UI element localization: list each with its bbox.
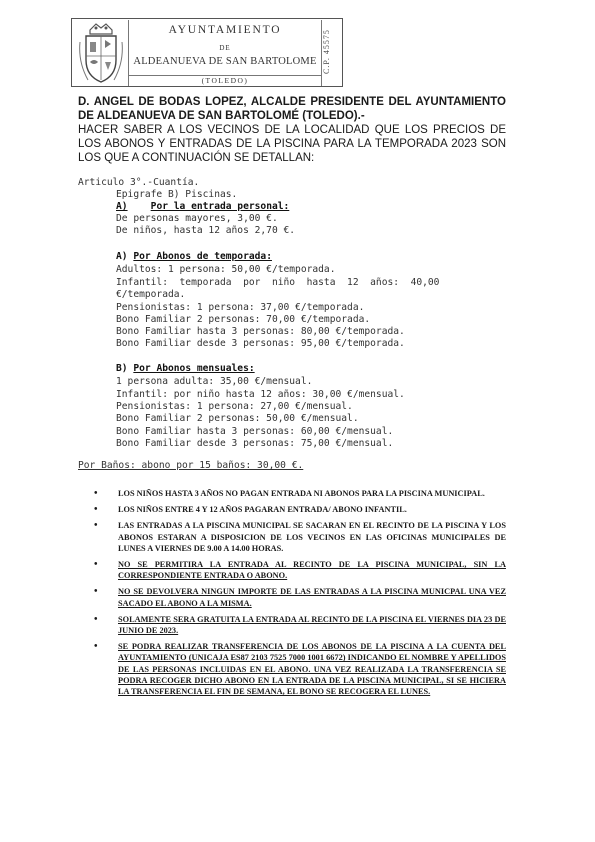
letterhead-province: (TOLEDO) [201,76,249,85]
price-line: Infantil: por niño hasta 12 años: 30,00 €/mensual. [116,389,405,400]
coat-of-arms-icon [78,22,124,84]
letterhead-divider [128,20,129,86]
price-line: Bono Familiar hasta 3 personas: 60,00 €/mensual. [116,426,394,437]
letterhead-title: AYUNTAMIENTO [168,24,282,36]
section-title: Por Abonos mensuales: [133,363,255,374]
notice-text: NO SE DEVOLVERA NINGUN IMPORTE DE LAS ENTRADAS A LA PISCINA MUNICPAL UNA VEZ SACADO EL ABONO A LA MISMA. [118,587,506,608]
notice-text: SE PODRA REALIZAR TRANSFERENCIA DE LOS ABONOS DE LA PISCINA A LA CUENTA DEL AYUNTAMIENTO (UNICAJA ES87 2103 7525 7000 1001 6672) INDICANDO EL NOMBRE Y APELLIDOS DE LAS PERSONAS INCLUIDAS EN EL ABONO. UNA VEZ REALIZADA LA TRANSFERENCIA SE PODRA RECOGER DICHO ABONO EN LA ENTRADA DE LA PISCINA MUNICIPAL, SI SE HICIERA LA TRANSFERENCIA EL FIN DE SEMANA, EL BONO SE RECOGERA EL LUNES. [118,642,506,697]
section-prefix: A) [116,201,128,212]
letterhead-town: ALDEANUEVA DE SAN BARTOLOME [133,56,317,67]
notice-item [94,504,506,515]
articulo-heading: Articulo 3°.-Cuantía. [78,177,200,188]
notice-text: LOS NIÑOS ENTRE 4 Y 12 AÑOS PAGARAN ENTRADA/ ABONO INFANTIL. [118,505,407,515]
section-title: Por la entrada personal: [150,201,290,212]
price-line: €/temporada. [116,289,186,300]
letterhead-de: DE [219,44,231,52]
notice-list [94,488,506,702]
section-mensuales-heading [116,363,255,374]
section-entrada-heading [116,201,289,212]
section-temporada-heading [116,251,272,262]
section-prefix: A) [116,251,128,262]
banos-line: Por Baños: abono por 15 baños: 30,00 €. [78,460,304,471]
price-line: Bono Familiar 2 personas: 50,00 €/mensual. [116,413,359,424]
price-line: De personas mayores, 3,00 €. [116,213,278,224]
announcement-text: HACER SABER A LOS VECINOS DE LA LOCALIDAD QUE LOS PRECIOS DE LOS ABONOS Y ENTRADAS DE LA PISCINA PARA LA TEMPORADA 2023 SON LOS QUE A CONTINUACIÓN SE DETALLAN: [78,124,506,164]
price-line: Pensionistas: 1 persona: 27,00 €/mensual. [116,401,353,412]
price-line: Pensionistas: 1 persona: 37,00 €/temporada. [116,302,365,313]
price-line: De niños, hasta 12 años 2,70 €. [116,225,296,236]
section-prefix: B) [116,363,128,374]
notice-item [94,641,506,697]
notice-item [94,614,506,636]
notice-text: NO SE PERMITIRA LA ENTRADA AL RECINTO DE LA PISCINA MUNICIPAL, SIN LA CORRESPONDIENTE ENTRADA O ABONO. [118,560,506,581]
notice-item [94,586,506,608]
section-title: Por Abonos de temporada: [133,251,272,262]
postal-code: C.P. 45575 [322,29,331,75]
price-line: Adultos: 1 persona: 50,00 €/temporada. [116,264,336,275]
price-line: Bono Familiar desde 3 personas: 95,00 €/temporada. [116,338,405,349]
mayor-statement: D. ANGEL DE BODAS LOPEZ, ALCALDE PRESIDENTE DEL AYUNTAMIENTO DE ALDEANUEVA DE SAN BARTOLOMÉ (TOLEDO).- [78,96,506,122]
notice-text: LAS ENTRADAS A LA PISCINA MUNICIPAL SE SACARAN EN EL RECINTO DE LA PISCINA Y LOS ABONOS ESTARAN A DISPOSICION DE LOS VECINOS EN LAS OFICINAS MUNICIPALES DE LUNES A VIERNES DE 9.00 A 14.00 HORAS. [118,521,506,553]
price-line: 1 persona adulta: 35,00 €/mensual. [116,376,313,387]
price-line: Bono Familiar desde 3 personas: 75,00 €/mensual. [116,438,394,449]
price-line: Bono Familiar hasta 3 personas: 80,00 €/temporada. [116,326,405,337]
notice-item [94,520,506,554]
notice-text: LOS NIÑOS HASTA 3 AÑOS NO PAGAN ENTRADA NI ABONOS PARA LA PISCINA MUNICIPAL. [118,489,485,498]
epigrafe-heading: Epigrafe B) Piscinas. [116,189,238,200]
price-line: Infantil: temporada por niño hasta 12 años: 40,00 [116,277,440,288]
price-line: Bono Familiar 2 personas: 70,00 €/temporada. [116,314,371,325]
notice-item [94,488,506,499]
notice-text: SOLAMENTE SERA GRATUITA LA ENTRADA AL RECINTO DE LA PISCINA EL VIERNES DIA 23 DE JUNIO DE 2023. [118,614,506,636]
notice-item [94,559,506,581]
intro-block [78,95,506,165]
